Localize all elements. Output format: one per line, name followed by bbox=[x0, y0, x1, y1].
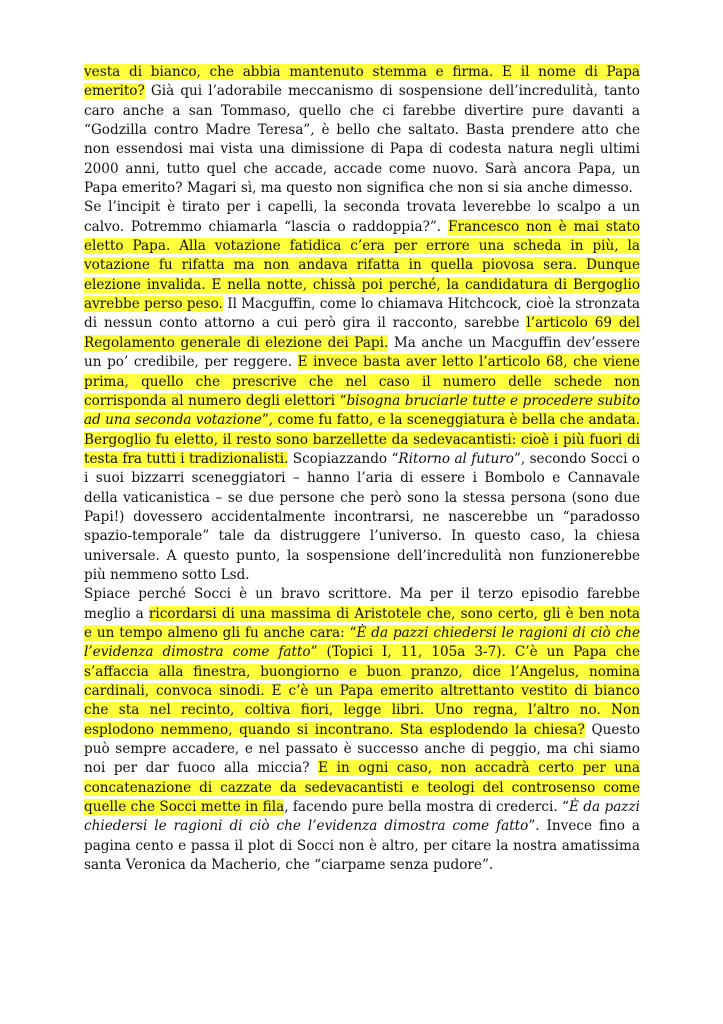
highlighted-text: l’articolo 69 del Regolamento generale di elezione dei Papi. bbox=[84, 315, 640, 351]
text-run: ”. Invece fino a pagina cento e passa il plot di Socci non è altro, per citare la nostra amatissima santa Veronica da Macherio, che “ciarpame senza pudore”. bbox=[84, 818, 640, 874]
text-run: Il Macguffin, come lo chiamava Hitchcock, cioè la stronzata di nessun conto attorno a cui però gira il racconto, sarebbe bbox=[84, 296, 641, 332]
highlighted-text: bisogna bruciarle tutte e procedere subito ad una seconda votazione bbox=[84, 392, 640, 429]
paragraph bbox=[84, 198, 640, 585]
paragraph bbox=[84, 585, 640, 875]
highlighted-text: vesta di bianco, che abbia mantenuto stemma e firma. E il nome di Papa emerito? bbox=[84, 64, 640, 100]
text-run: Questo può sempre accadere, e nel passato è successo anche di peggio, ma chi siamo noi per dar fuoco alla miccia? bbox=[84, 721, 641, 777]
text-run: Se l’incipit è tirato per i capelli, la seconda trovata leverebbe lo scalpo a un calvo. Potremmo chiamarla “lascia o raddoppia?”. bbox=[84, 199, 640, 235]
text-run: Ma anche un Macguffin dev’essere un po’ credibile, per reggere. bbox=[84, 334, 640, 371]
text-run: È da pazzi chiedersi le ragioni di ciò che l’evidenza dimostra come fatto bbox=[84, 799, 640, 835]
text-run: Spiace perché Socci è un bravo scrittore. Ma per il terzo episodio farebbe meglio a bbox=[84, 586, 640, 622]
text-run: ”, secondo Socci o i suoi bizzarri sceneggiatori – hanno l’aria di essere i Bombolo e Cannavale della vaticanistica – se due persone che però sono la stessa persona (sono due Papi!) dovessero accidentalmente incontrarsi, ne nascerebbe un “paradosso spazio-temporale” tale da distruggere l’universo. In questo caso, la chiesa universale. A questo punto, la sospensione dell’incredulità non funzionerebbe più nemmeno sotto Lsd. bbox=[84, 450, 640, 583]
highlighted-text: ” (Topici I, 11, 105a 3-7). C’è un Papa che s’affaccia alla finestra, buongiorno e buon pranzo, dice l’Angelus, nomina cardinali, convoca sinodi. E c’è un Papa emerito altrettanto vestito di bianco che sta nel recinto, coltiva fiori, legge libri. Uno regna, l’altro no. Non esplodono nemmeno, quando si incontrano. Sta esplodendo la chiesa? bbox=[84, 644, 640, 738]
text-run: Ritorno al futuro bbox=[398, 450, 514, 467]
highlighted-text: È da pazzi chiedersi le ragioni di ciò che l’evidenza dimostra come fatto bbox=[84, 624, 640, 661]
text-run: Già qui l’adorabile meccanismo di sospensione dell’incredulità, tanto caro anche a san Tommaso, quello che ci farebbe divertire pure davanti a “Godzilla contro Madre Teresa”, è bello che saltato. Basta prendere atto che non essendosi mai vista una dimissione di Papa di codesta natura negli ultimi 2000 anni, tutto quel che accade, accade come nuovo. Sarà ancora Papa, un Papa emerito? Magari sì, ma questo non significa che non si sia anche dimesso. bbox=[84, 83, 640, 197]
paragraph bbox=[84, 63, 640, 198]
highlighted-text: ricordarsi di una massima di Aristotele che, sono certo, gli è ben nota e un tempo almeno gli fu anche cara: “ bbox=[84, 605, 641, 641]
highlighted-text: ”, come fu fatto, e la sceneggiatura è bella che andata. Bergoglio fu eletto, il resto sono barzellette da sedevacantisti: cioè i più fuori di testa fra tutti i tradizionalisti. bbox=[84, 412, 640, 467]
text-run: , facendo pure bella mostra di crederci. “ bbox=[284, 799, 569, 816]
highlighted-text: E invece basta aver letto l’articolo 68, che viene prima, quello che prescrive che nel caso il numero delle schede non corrisponda al numero degli elettori “ bbox=[84, 354, 640, 409]
highlighted-text: E in ogni caso, non accadrà certo per una concatenazione di cazzate da sedevacantisti e teologi del controsenso come quelle che Socci mette in fila bbox=[84, 760, 641, 816]
body-text bbox=[84, 63, 640, 875]
highlighted-text: Francesco non è mai stato eletto Papa. Alla votazione fatidica c’era per errore una scheda in più, la votazione fu rifatta ma non andava rifatta in quella piovosa sera. Dunque elezione invalida. E nella notte, chissà poi perché, la candidatura di Bergoglio avrebbe perso peso. bbox=[84, 218, 641, 313]
text-run: Scopiazzando “ bbox=[288, 450, 399, 467]
